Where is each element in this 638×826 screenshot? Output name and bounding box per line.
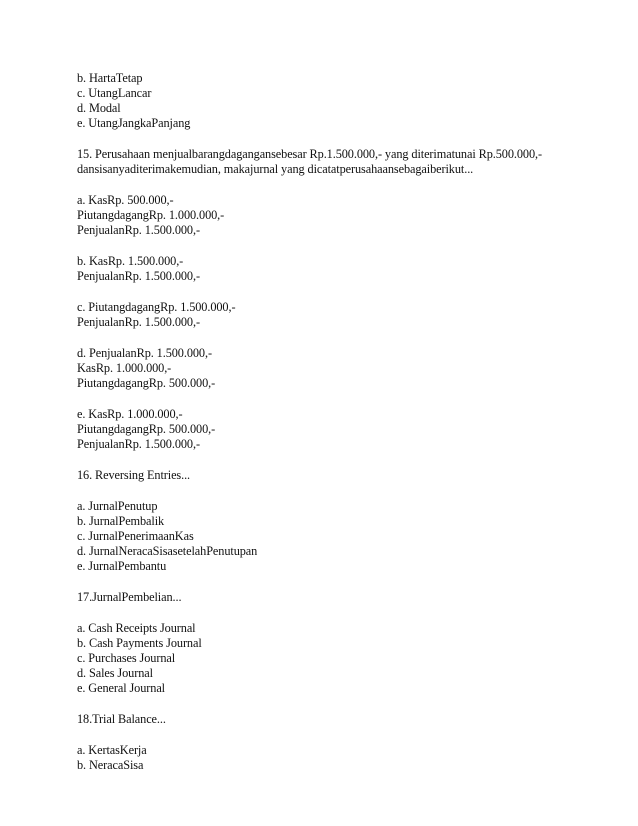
q16-option-d: d. JurnalNeracaSisasetelahPenutupan [77, 544, 258, 558]
q15-option-d-line: PiutangdagangRp. 500.000,- [77, 376, 216, 390]
option-b: b. HartaTetap [77, 71, 143, 85]
q15-option-c-line: PenjualanRp. 1.500.000,- [77, 315, 200, 329]
q15-option-b [77, 254, 617, 284]
q18-option-b: b. NeracaSisa [77, 758, 144, 772]
q15-option-d [77, 346, 617, 391]
q17-option-d: d. Sales Journal [77, 666, 153, 680]
q15-option-e [77, 407, 617, 452]
q15-option-a-line: a. KasRp. 500.000,- [77, 193, 174, 207]
question-15 [77, 147, 617, 452]
question-18-text: 18.Trial Balance... [77, 712, 166, 726]
q15-option-b-line: b. KasRp. 1.500.000,- [77, 254, 184, 268]
q15-option-a-line: PenjualanRp. 1.500.000,- [77, 223, 200, 237]
previous-question-options [77, 71, 617, 131]
q15-option-c-line: c. PiutangdagangRp. 1.500.000,- [77, 300, 236, 314]
question-16-text: 16. Reversing Entries... [77, 468, 191, 482]
q16-option-e: e. JurnalPembantu [77, 559, 167, 573]
q17-option-b: b. Cash Payments Journal [77, 636, 202, 650]
q15-option-a [77, 193, 617, 238]
q17-option-e: e. General Journal [77, 681, 165, 695]
q18-option-a: a. KertasKerja [77, 743, 147, 757]
q17-option-c: c. Purchases Journal [77, 651, 176, 665]
q15-option-e-line: e. KasRp. 1.000.000,- [77, 407, 183, 421]
q15-option-d-line: d. PenjualanRp. 1.500.000,- [77, 346, 212, 360]
q17-option-a: a. Cash Receipts Journal [77, 621, 196, 635]
q16-option-a: a. JurnalPenutup [77, 499, 158, 513]
q15-option-d-line: KasRp. 1.000.000,- [77, 361, 172, 375]
document-page [77, 71, 617, 773]
question-18 [77, 712, 617, 773]
option-c: c. UtangLancar [77, 86, 152, 100]
question-17 [77, 590, 617, 696]
q15-option-c [77, 300, 617, 330]
question-16 [77, 468, 617, 574]
question-15-text-line2: dansisanyaditerimakemudian, makajurnal yang dicatatperusahaansebagaiberikut... [77, 162, 474, 176]
option-d: d. Modal [77, 101, 121, 115]
q15-option-b-line: PenjualanRp. 1.500.000,- [77, 269, 200, 283]
question-15-text-line1: 15. Perusahaan menjualbarangdagangansebesar Rp.1.500.000,- yang diterimatunai Rp.500.000,- [77, 147, 542, 161]
option-e: e. UtangJangkaPanjang [77, 116, 191, 130]
q15-option-e-line: PenjualanRp. 1.500.000,- [77, 437, 200, 451]
q16-option-b: b. JurnalPembalik [77, 514, 165, 528]
q16-option-c: c. JurnalPenerimaanKas [77, 529, 194, 543]
q15-option-a-line: PiutangdagangRp. 1.000.000,- [77, 208, 225, 222]
q15-option-e-line: PiutangdagangRp. 500.000,- [77, 422, 216, 436]
question-17-text: 17.JurnalPembelian... [77, 590, 182, 604]
